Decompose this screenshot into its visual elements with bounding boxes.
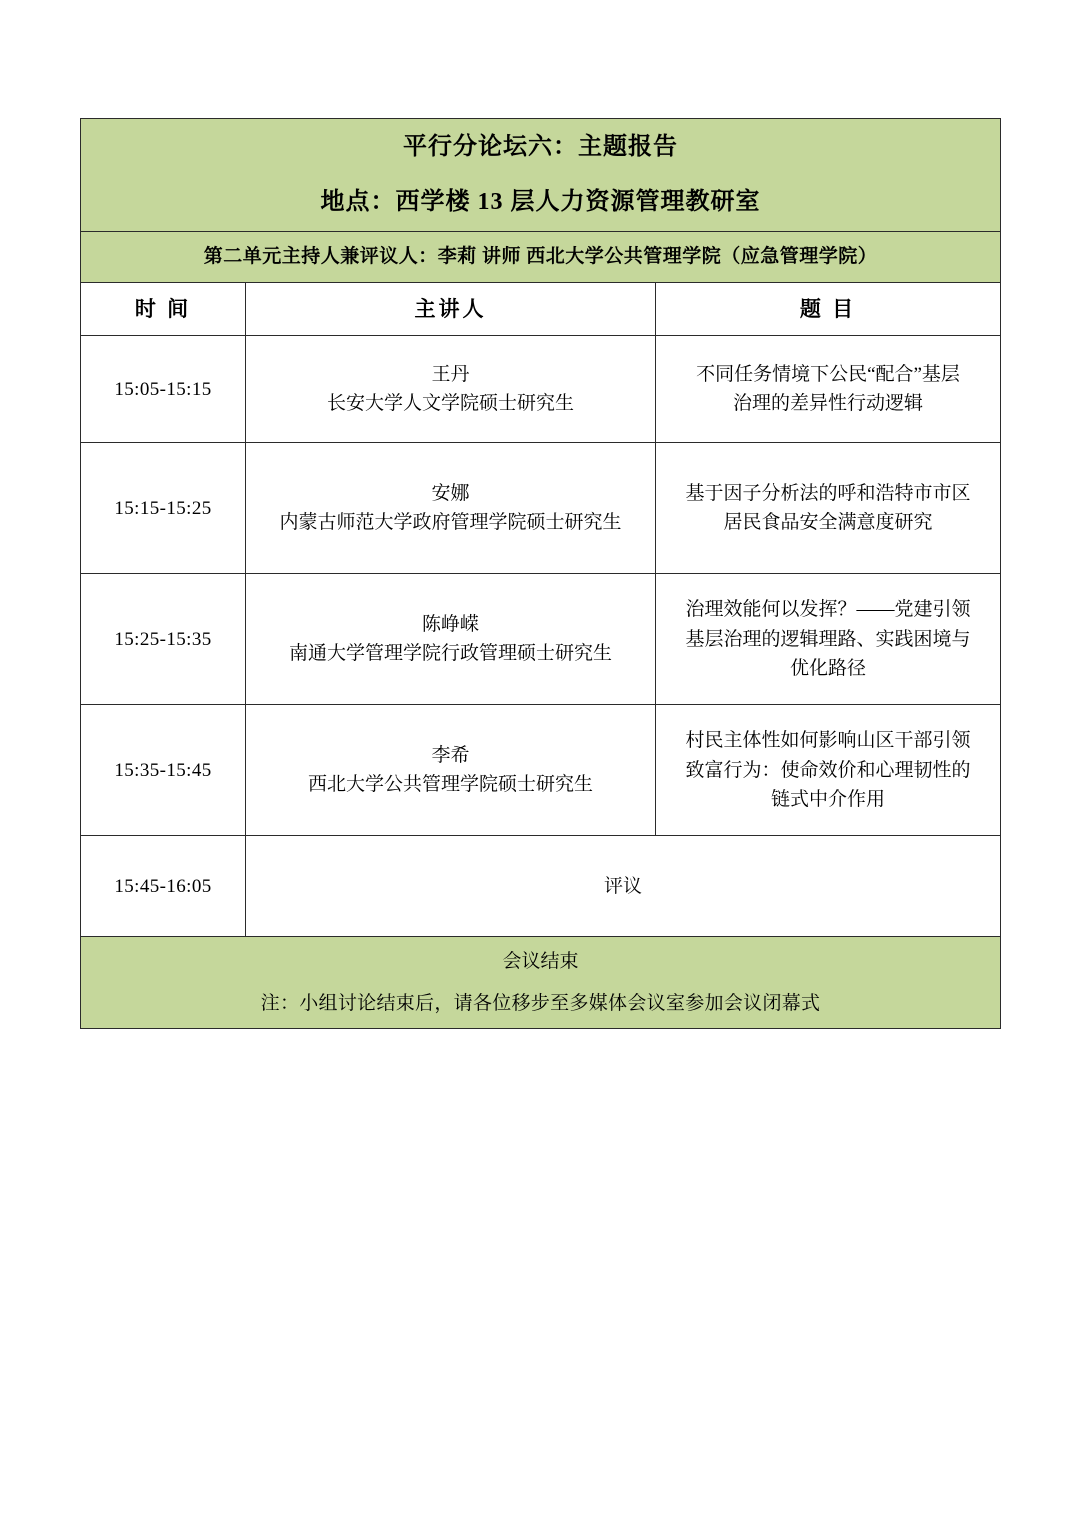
row-speaker <box>246 443 656 574</box>
table-row <box>81 705 1001 836</box>
speaker-name: 王丹 <box>431 363 470 385</box>
column-header-speaker: 主讲人 <box>246 282 656 336</box>
header-host-row <box>81 232 1001 282</box>
speaker-name: 安娜 <box>431 482 470 504</box>
table-row <box>81 443 1001 574</box>
row-topic <box>656 574 1001 705</box>
header-title-row <box>81 119 1001 232</box>
forum-title: 平行分论坛六：主题报告 <box>403 134 678 160</box>
row-speaker <box>246 574 656 705</box>
row-topic <box>656 336 1001 443</box>
closing-note: 注：小组讨论结束后，请各位移步至多媒体会议室参加会议闭幕式 <box>260 992 821 1014</box>
closing-cell <box>81 937 1001 1029</box>
review-label: 评议 <box>246 836 1001 937</box>
row-time: 15:25-15:35 <box>81 574 246 705</box>
host-cell: 第二单元主持人兼评议人：李莉 讲师 西北大学公共管理学院（应急管理学院） <box>81 232 1001 282</box>
speaker-affiliation: 内蒙古师范大学政府管理学院硕士研究生 <box>279 512 622 534</box>
review-row <box>81 836 1001 937</box>
row-time: 15:15-15:25 <box>81 443 246 574</box>
topic-line-2: 治理的差异性行动逻辑 <box>733 393 924 415</box>
review-time: 15:45-16:05 <box>81 836 246 937</box>
row-time: 15:35-15:45 <box>81 705 246 836</box>
row-topic <box>656 705 1001 836</box>
row-speaker <box>246 336 656 443</box>
topic-line-3: 优化路径 <box>790 658 867 680</box>
topic-line-2: 基层治理的逻辑理路、实践困境与 <box>685 628 971 650</box>
speaker-name: 陈峥嵘 <box>421 613 479 635</box>
row-time: 15:05-15:15 <box>81 336 246 443</box>
forum-location: 地点：西学楼 13 层人力资源管理教研室 <box>320 189 761 216</box>
row-speaker <box>246 705 656 836</box>
column-header-row <box>81 282 1001 336</box>
column-header-time: 时 间 <box>81 282 246 336</box>
table-row <box>81 574 1001 705</box>
topic-line-3: 链式中介作用 <box>771 789 886 811</box>
topic-line-2: 致富行为：使命效价和心理韧性的 <box>685 759 971 781</box>
topic-line-1: 基于因子分析法的呼和浩特市市区 <box>685 482 971 504</box>
speaker-name: 李希 <box>431 744 470 766</box>
topic-line-1: 村民主体性如何影响山区干部引领 <box>685 730 971 752</box>
speaker-affiliation: 长安大学人文学院硕士研究生 <box>326 393 574 415</box>
row-topic <box>656 443 1001 574</box>
column-header-topic: 题 目 <box>656 282 1001 336</box>
speaker-affiliation: 西北大学公共管理学院硕士研究生 <box>307 774 593 796</box>
table-row <box>81 336 1001 443</box>
closing-row <box>81 937 1001 1029</box>
closing-title: 会议结束 <box>502 951 579 973</box>
topic-line-2: 居民食品安全满意度研究 <box>723 512 933 534</box>
forum-title-cell <box>81 119 1001 232</box>
speaker-affiliation: 南通大学管理学院行政管理硕士研究生 <box>288 643 612 665</box>
topic-line-1: 治理效能何以发挥？——党建引领 <box>685 599 971 621</box>
agenda-table <box>80 118 1001 1029</box>
topic-line-1: 不同任务情境下公民“配合”基层 <box>696 363 960 385</box>
